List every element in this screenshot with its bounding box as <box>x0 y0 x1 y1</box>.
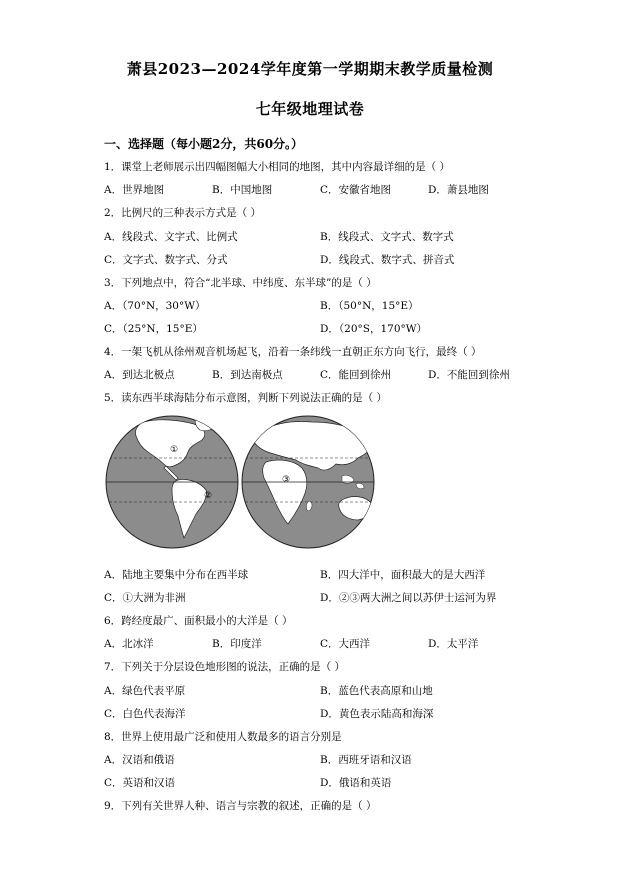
question-2-stem: 2．比例尺的三种表示方式是（ ） <box>104 207 262 219</box>
q5-option-c: C．①大洲为非洲 <box>104 592 186 604</box>
q2-option-b: B．线段式、文字式、数字式 <box>320 231 454 243</box>
q7-option-c: C．白色代表海洋 <box>104 708 186 720</box>
q5-option-a: A．陆地主要集中分布在西半球 <box>104 569 249 581</box>
question-1-stem: 1．课堂上老师展示出四幅图幅大小相同的地图，其中内容最详细的是（ ） <box>104 161 451 173</box>
q4-option-a: A．到达北极点 <box>104 369 175 381</box>
eastern-hemisphere <box>240 416 376 548</box>
q6-option-d: D．太平洋 <box>428 638 479 650</box>
exam-subtitle: 七年级地理试卷 <box>255 100 365 118</box>
q4-option-c: C．能回到徐州 <box>320 369 392 381</box>
western-hemisphere <box>104 416 240 548</box>
q6-option-c: C．大西洋 <box>320 638 371 650</box>
q2-option-a: A．线段式、文字式、比例式 <box>104 231 238 243</box>
exam-title: 萧县2023—2024学年度第一学期期末教学质量检测 <box>126 60 494 78</box>
greenland-shape <box>195 417 216 431</box>
question-5-stem: 5．读东西半球海陆分布示意图，判断下列说法正确的是（ ） <box>104 392 388 404</box>
q2-option-c: C．文字式、数字式、分式 <box>104 254 228 266</box>
q7-option-d: D．黄色表示陆高和海深 <box>320 708 434 720</box>
q1-option-b: B．中国地图 <box>212 184 273 196</box>
q3-option-b: B．（50°N，15°E） <box>320 300 419 312</box>
section-heading: 一、选择题（每小题2分，共60分。） <box>104 137 304 151</box>
map-label-3: ③ <box>282 475 291 485</box>
question-4-stem: 4．一架飞机从徐州观音机场起飞，沿着一条纬线一直朝正东方向飞行，最终（ ） <box>104 346 482 358</box>
q3-option-a: A．（70°N，30°W） <box>104 300 206 312</box>
q1-option-d: D．萧县地图 <box>428 184 489 196</box>
hemisphere-map-svg <box>104 414 376 550</box>
question-3-stem: 3．下列地点中，符合“北半球、中纬度、东半球”的是（ ） <box>104 277 377 289</box>
q1-option-a: A．世界地图 <box>104 184 165 196</box>
q8-option-a: A．汉语和俄语 <box>104 754 175 766</box>
q4-option-b: B．到达南极点 <box>212 369 283 381</box>
q3-option-c: C．（25°N，15°E） <box>104 323 203 335</box>
q4-option-d: D．不能回到徐州 <box>428 369 510 381</box>
q3-option-d: D．（20°S，170°W） <box>320 323 428 335</box>
hemisphere-map <box>104 414 376 550</box>
q5-option-d: D．②③两大洲之间以苏伊士运河为界 <box>320 592 497 604</box>
map-label-2: ② <box>204 491 213 501</box>
q5-option-b: B．四大洋中，面积最大的是大西洋 <box>320 569 486 581</box>
q6-option-a: A．北冰洋 <box>104 638 154 650</box>
q6-option-b: B．印度洋 <box>212 638 262 650</box>
q7-option-b: B．蓝色代表高原和山地 <box>320 685 433 697</box>
q8-option-c: C．英语和汉语 <box>104 777 176 789</box>
question-9-stem: 9．下列有关世界人种、语言与宗教的叙述，正确的是（ ） <box>104 800 377 812</box>
question-7-stem: 7．下列关于分层设色地形图的说法，正确的是（ ） <box>104 661 346 673</box>
q2-option-d: D．线段式、数字式、拼音式 <box>320 254 455 266</box>
map-label-1: ① <box>170 445 179 455</box>
q8-option-b: B．西班牙语和汉语 <box>320 754 412 766</box>
q1-option-c: C．安徽省地图 <box>320 184 392 196</box>
q7-option-a: A．绿色代表平原 <box>104 685 186 697</box>
question-6-stem: 6．跨经度最广、面积最小的大洋是（ ） <box>104 615 293 627</box>
question-8-stem: 8．世界上使用最广泛和使用人数最多的语言分别是 <box>104 731 342 743</box>
q8-option-d: D．俄语和英语 <box>320 777 392 789</box>
